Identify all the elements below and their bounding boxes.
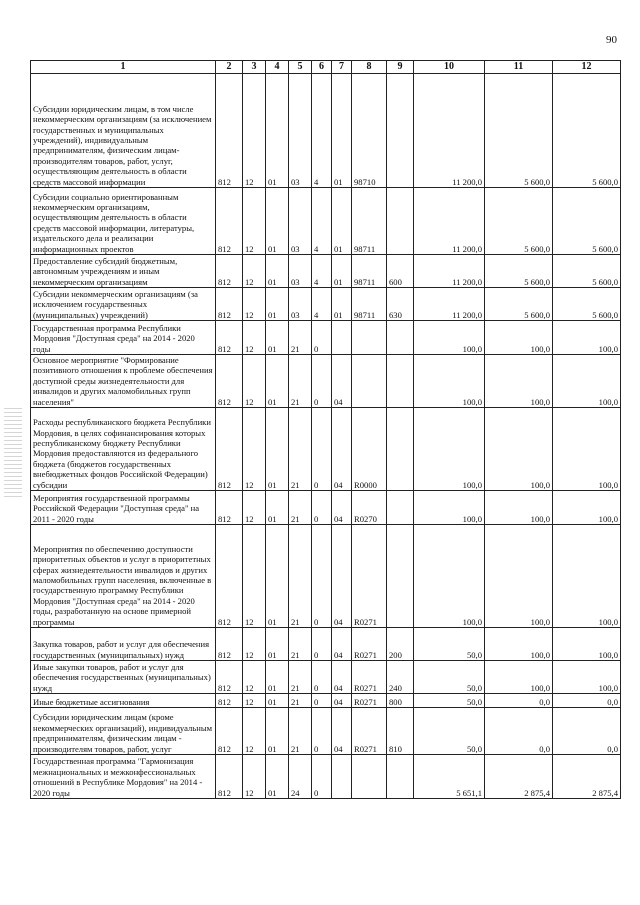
code-c9: 240 [387, 661, 414, 694]
amount-c10: 100,0 [414, 491, 485, 525]
code-c2: 812 [216, 288, 243, 321]
amount-c11: 2 875,4 [485, 755, 553, 799]
column-header-6: 6 [312, 61, 332, 74]
amount-c11: 100,0 [485, 321, 553, 355]
code-c7: 01 [332, 255, 352, 288]
code-c6: 0 [312, 628, 332, 661]
code-c2: 812 [216, 628, 243, 661]
code-c6: 0 [312, 525, 332, 628]
code-c9 [387, 408, 414, 491]
code-c8: R0000 [352, 408, 387, 491]
column-header-1: 1 [31, 61, 216, 74]
row-name: Государственная программа Республики Мордовия "Доступная среда" на 2014 - 2020 годы [31, 321, 216, 355]
amount-c12: 5 600,0 [553, 288, 621, 321]
code-c4: 01 [266, 694, 289, 708]
code-c6: 0 [312, 708, 332, 755]
table-row [31, 628, 621, 661]
code-c7: 01 [332, 74, 352, 188]
code-c4: 01 [266, 188, 289, 255]
code-c5: 24 [289, 755, 312, 799]
row-name: Иные закупки товаров, работ и услуг для обеспечения государственных (муниципальных) нужд [31, 661, 216, 694]
amount-c12: 2 875,4 [553, 755, 621, 799]
table-row [31, 491, 621, 525]
code-c4: 01 [266, 708, 289, 755]
code-c8: R0270 [352, 491, 387, 525]
amount-c12: 5 600,0 [553, 255, 621, 288]
amount-c10: 100,0 [414, 355, 485, 408]
table-row [31, 708, 621, 755]
code-c4: 01 [266, 255, 289, 288]
column-header-3: 3 [243, 61, 266, 74]
code-c5: 21 [289, 694, 312, 708]
table-row [31, 255, 621, 288]
row-name: Субсидии социально ориентированным некоммерческим организациям, осуществляющим деятельность в области средств массовой информации, литературы, издательского дела и реализации информационных проектов [31, 188, 216, 255]
row-name: Закупка товаров, работ и услуг для обеспечения государственных (муниципальных) нужд [31, 628, 216, 661]
amount-c12: 100,0 [553, 321, 621, 355]
code-c8 [352, 755, 387, 799]
row-name: Субсидии юридическим лицам (кроме некоммерческих организаций), индивидуальным предпринимателям, физическим лицам - производителям товаров, работ, услуг [31, 708, 216, 755]
table-row [31, 188, 621, 255]
amount-c11: 0,0 [485, 708, 553, 755]
code-c5: 03 [289, 188, 312, 255]
code-c3: 12 [243, 661, 266, 694]
code-c7: 04 [332, 661, 352, 694]
row-name: Основное мероприятие "Формирование позитивного отношения к проблеме обеспечения доступной среды жизнедеятельности для инвалидов и других маломобильных групп населения" [31, 355, 216, 408]
code-c8: R0271 [352, 628, 387, 661]
code-c2: 812 [216, 255, 243, 288]
code-c2: 812 [216, 408, 243, 491]
page-number: 90 [606, 34, 617, 46]
code-c2: 812 [216, 74, 243, 188]
table-row [31, 694, 621, 708]
code-c7: 04 [332, 408, 352, 491]
table-row [31, 408, 621, 491]
code-c6: 0 [312, 491, 332, 525]
code-c3: 12 [243, 74, 266, 188]
amount-c12: 100,0 [553, 408, 621, 491]
column-header-10: 10 [414, 61, 485, 74]
code-c4: 01 [266, 74, 289, 188]
column-header-2: 2 [216, 61, 243, 74]
code-c5: 21 [289, 321, 312, 355]
code-c2: 812 [216, 491, 243, 525]
code-c7: 04 [332, 525, 352, 628]
amount-c11: 5 600,0 [485, 288, 553, 321]
column-header-4: 4 [266, 61, 289, 74]
code-c4: 01 [266, 355, 289, 408]
code-c9: 200 [387, 628, 414, 661]
code-c9 [387, 525, 414, 628]
table-row [31, 74, 621, 188]
code-c9 [387, 321, 414, 355]
code-c6: 0 [312, 755, 332, 799]
row-name: Мероприятия государственной программы Российской Федерации "Доступная среда" на 2011 - 2020 годы [31, 491, 216, 525]
code-c5: 21 [289, 628, 312, 661]
code-c7: 04 [332, 491, 352, 525]
amount-c11: 100,0 [485, 628, 553, 661]
code-c5: 21 [289, 491, 312, 525]
code-c3: 12 [243, 188, 266, 255]
amount-c11: 100,0 [485, 525, 553, 628]
amount-c11: 100,0 [485, 661, 553, 694]
row-name: Субсидии юридическим лицам, в том числе некоммерческим организациям (за исключением государственных и муниципальных учреждений), индивидуальным предпринимателям, физическим лицам- производителям товаров, работ, услуг, осуществляющим деятельность в области средств массовой информации [31, 74, 216, 188]
column-header-8: 8 [352, 61, 387, 74]
code-c3: 12 [243, 355, 266, 408]
code-c4: 01 [266, 408, 289, 491]
code-c5: 03 [289, 255, 312, 288]
amount-c12: 0,0 [553, 708, 621, 755]
amount-c11: 0,0 [485, 694, 553, 708]
code-c3: 12 [243, 321, 266, 355]
amount-c11: 100,0 [485, 491, 553, 525]
amount-c10: 100,0 [414, 408, 485, 491]
code-c5: 21 [289, 355, 312, 408]
amount-c10: 11 200,0 [414, 188, 485, 255]
code-c4: 01 [266, 525, 289, 628]
amount-c12: 100,0 [553, 355, 621, 408]
table-row [31, 525, 621, 628]
code-c6: 4 [312, 255, 332, 288]
code-c8 [352, 321, 387, 355]
code-c4: 01 [266, 321, 289, 355]
code-c8: 98711 [352, 255, 387, 288]
code-c5: 03 [289, 74, 312, 188]
code-c6: 4 [312, 288, 332, 321]
code-c6: 4 [312, 188, 332, 255]
row-name: Предоставление субсидий бюджетным, автономным учреждениям и иным некоммерческим организациям [31, 255, 216, 288]
code-c7: 01 [332, 288, 352, 321]
code-c3: 12 [243, 288, 266, 321]
column-header-12: 12 [553, 61, 621, 74]
amount-c12: 5 600,0 [553, 188, 621, 255]
amount-c12: 100,0 [553, 525, 621, 628]
table-row [31, 755, 621, 799]
code-c3: 12 [243, 755, 266, 799]
code-c6: 0 [312, 355, 332, 408]
amount-c12: 0,0 [553, 694, 621, 708]
code-c2: 812 [216, 708, 243, 755]
code-c3: 12 [243, 491, 266, 525]
code-c6: 4 [312, 74, 332, 188]
table-row [31, 355, 621, 408]
code-c3: 12 [243, 408, 266, 491]
code-c8: R0271 [352, 661, 387, 694]
code-c7: 04 [332, 694, 352, 708]
code-c4: 01 [266, 755, 289, 799]
column-header-5: 5 [289, 61, 312, 74]
code-c9: 810 [387, 708, 414, 755]
code-c9 [387, 755, 414, 799]
amount-c10: 11 200,0 [414, 74, 485, 188]
code-c2: 812 [216, 321, 243, 355]
code-c8: 98711 [352, 288, 387, 321]
code-c2: 812 [216, 188, 243, 255]
code-c6: 0 [312, 661, 332, 694]
row-name: Иные бюджетные ассигнования [31, 694, 216, 708]
code-c5: 21 [289, 661, 312, 694]
amount-c10: 11 200,0 [414, 255, 485, 288]
code-c8: 98711 [352, 188, 387, 255]
code-c7 [332, 755, 352, 799]
code-c7: 04 [332, 628, 352, 661]
amount-c11: 100,0 [485, 355, 553, 408]
column-header-7: 7 [332, 61, 352, 74]
code-c6: 0 [312, 694, 332, 708]
row-name: Субсидии некоммерческим организациям (за исключением государственных (муниципальных) учреждений) [31, 288, 216, 321]
code-c3: 12 [243, 628, 266, 661]
amount-c10: 5 651,1 [414, 755, 485, 799]
code-c8: R0271 [352, 708, 387, 755]
code-c9: 800 [387, 694, 414, 708]
code-c9: 630 [387, 288, 414, 321]
code-c9: 600 [387, 255, 414, 288]
code-c5: 03 [289, 288, 312, 321]
amount-c10: 100,0 [414, 525, 485, 628]
code-c9 [387, 355, 414, 408]
code-c6: 0 [312, 321, 332, 355]
amount-c11: 5 600,0 [485, 188, 553, 255]
amount-c11: 5 600,0 [485, 255, 553, 288]
budget-table [30, 60, 621, 799]
code-c4: 01 [266, 661, 289, 694]
code-c7: 01 [332, 188, 352, 255]
code-c8 [352, 355, 387, 408]
code-c9 [387, 74, 414, 188]
code-c3: 12 [243, 255, 266, 288]
code-c3: 12 [243, 708, 266, 755]
table-body [31, 74, 621, 799]
code-c4: 01 [266, 628, 289, 661]
table-row [31, 661, 621, 694]
amount-c12: 100,0 [553, 661, 621, 694]
code-c2: 812 [216, 755, 243, 799]
amount-c11: 100,0 [485, 408, 553, 491]
amount-c10: 50,0 [414, 661, 485, 694]
code-c8: R0271 [352, 694, 387, 708]
table-row [31, 321, 621, 355]
code-c3: 12 [243, 694, 266, 708]
code-c6: 0 [312, 408, 332, 491]
amount-c10: 100,0 [414, 321, 485, 355]
amount-c12: 100,0 [553, 628, 621, 661]
amount-c10: 50,0 [414, 694, 485, 708]
amount-c12: 5 600,0 [553, 74, 621, 188]
code-c7: 04 [332, 708, 352, 755]
code-c2: 812 [216, 694, 243, 708]
code-c7: 04 [332, 355, 352, 408]
scan-artifact [4, 408, 22, 498]
code-c8: 98710 [352, 74, 387, 188]
code-c7 [332, 321, 352, 355]
amount-c12: 100,0 [553, 491, 621, 525]
code-c5: 21 [289, 408, 312, 491]
code-c4: 01 [266, 491, 289, 525]
code-c8: R0271 [352, 525, 387, 628]
code-c2: 812 [216, 355, 243, 408]
code-c5: 21 [289, 525, 312, 628]
column-header-11: 11 [485, 61, 553, 74]
code-c9 [387, 491, 414, 525]
code-c2: 812 [216, 525, 243, 628]
code-c9 [387, 188, 414, 255]
column-header-9: 9 [387, 61, 414, 74]
row-name: Мероприятия по обеспечению доступности приоритетных объектов и услуг в приоритетных сферах жизнедеятельности инвалидов и других маломобильных групп населения, включенные в государственную программу Республики Мордовия "Доступная среда" на 2014 - 2020 годы, разработанную на основе примерной программы [31, 525, 216, 628]
amount-c11: 5 600,0 [485, 74, 553, 188]
code-c2: 812 [216, 661, 243, 694]
row-name: Расходы республиканского бюджета Республики Мордовия, в целях софинансирования которых республиканскому бюджету Республики Мордовия предоставляются из федерального бюджета (бюджетов государственных внебюджетных фондов Российской Федерации) субсидии [31, 408, 216, 491]
code-c5: 21 [289, 708, 312, 755]
header-row [31, 61, 621, 74]
code-c3: 12 [243, 525, 266, 628]
amount-c10: 50,0 [414, 628, 485, 661]
code-c4: 01 [266, 288, 289, 321]
amount-c10: 11 200,0 [414, 288, 485, 321]
table-row [31, 288, 621, 321]
amount-c10: 50,0 [414, 708, 485, 755]
row-name: Государственная программа "Гармонизация межнациональных и межконфессиональных отношений в Республике Мордовия" на 2014 - 2020 годы [31, 755, 216, 799]
